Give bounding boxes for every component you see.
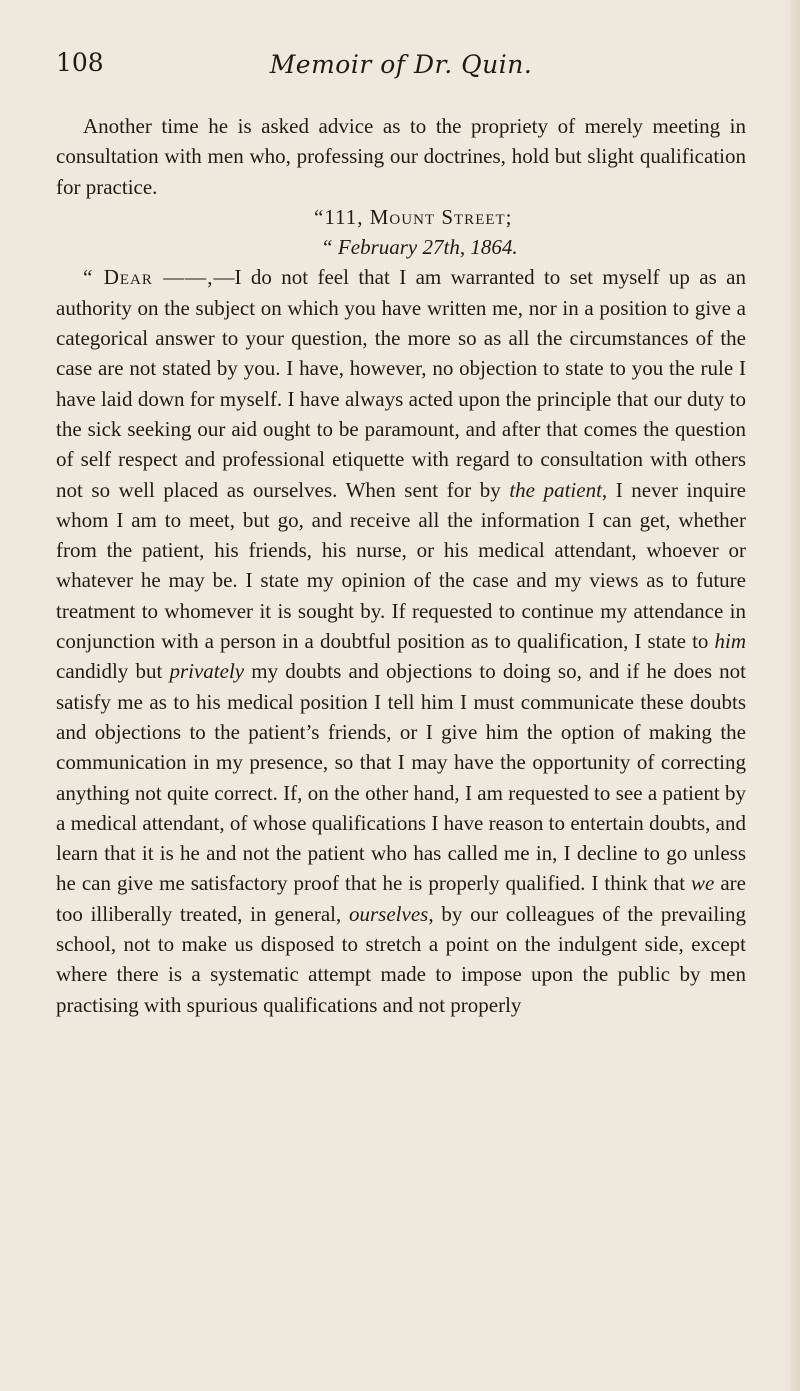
letter-paragraph (56, 262, 746, 1019)
date-line: “ February 27th, 1864. (321, 235, 518, 260)
emphasis-text: privately (169, 659, 245, 684)
letter-text: —I do not feel that I am warranted to set myself up as an authority on the subject on which you have written me, nor in a position to give a categorical answer to your question, the more so as all the circumstances of the case are not stated by you. I have, however, no objection to state to you the rule I have laid down for myself. I have always acted upon the principle that our duty to the sick seeking our aid ought to be paramount, and after that comes the question of self respect and professional etiquette with regard to consultation with others not so well placed as ourselves. When sent for by (56, 265, 747, 502)
letter-text: candidly but (56, 659, 170, 684)
letter-text: , I never inquire whom I am to meet, but go, and receive all the information I can get, whether from the patient, his friends, his nurse, or his medical attendant, whoever or whatever he may be. I state my opinion of the case and my views as to future treatment to whomever it is sought by. If requested to continue my attendance in conjunction with a person in a doubtful position as to qualification, I state to (56, 477, 746, 654)
salutation: “ Dear ——, (83, 265, 214, 290)
emphasis-text: him (714, 629, 746, 654)
running-title: Memoir of Dr. Quin. (269, 50, 533, 79)
intro-paragraph: Another time he is asked advice as to the propriety of merely meeting in consultation with men who, professing our doctrines, hold but slight qualification for practice. (56, 114, 746, 199)
letter-text: , by our colleagues of the prevailing school, not to make us disposed to stretch a point on the indulgent side, except where there is a systematic attempt made to impose upon the public by men practising with spurious qualifications and not properly (56, 901, 746, 1017)
letter-text: my doubts and objections to doing so, and if he does not satisfy me as to his medical position I tell him I must communicate these doubts and objections to the patient’s friends, or I give him the option of making the communication in my presence, so that I may have the opportunity of correcting anything not quite correct. If, on the other hand, I am requested to see a patient by a medical attendant, of whose qualifications I have reason to entertain doubts, and learn that it is he and not the patient who has called me in, I decline to go unless he can give me satisfactory proof that he is properly qualified. I think that (56, 659, 746, 896)
page-number: 108 (56, 48, 104, 77)
page-edge-shadow (786, 0, 800, 1391)
address-line: “111, Mount Street; (314, 204, 513, 229)
letter-text: are too illiberally treated, in general, (56, 871, 746, 926)
page-header (56, 48, 746, 88)
emphasis-text: the patient (509, 477, 602, 502)
page-body (56, 111, 746, 1020)
emphasis-text: ourselves (349, 901, 429, 926)
emphasis-text: we (691, 871, 715, 896)
